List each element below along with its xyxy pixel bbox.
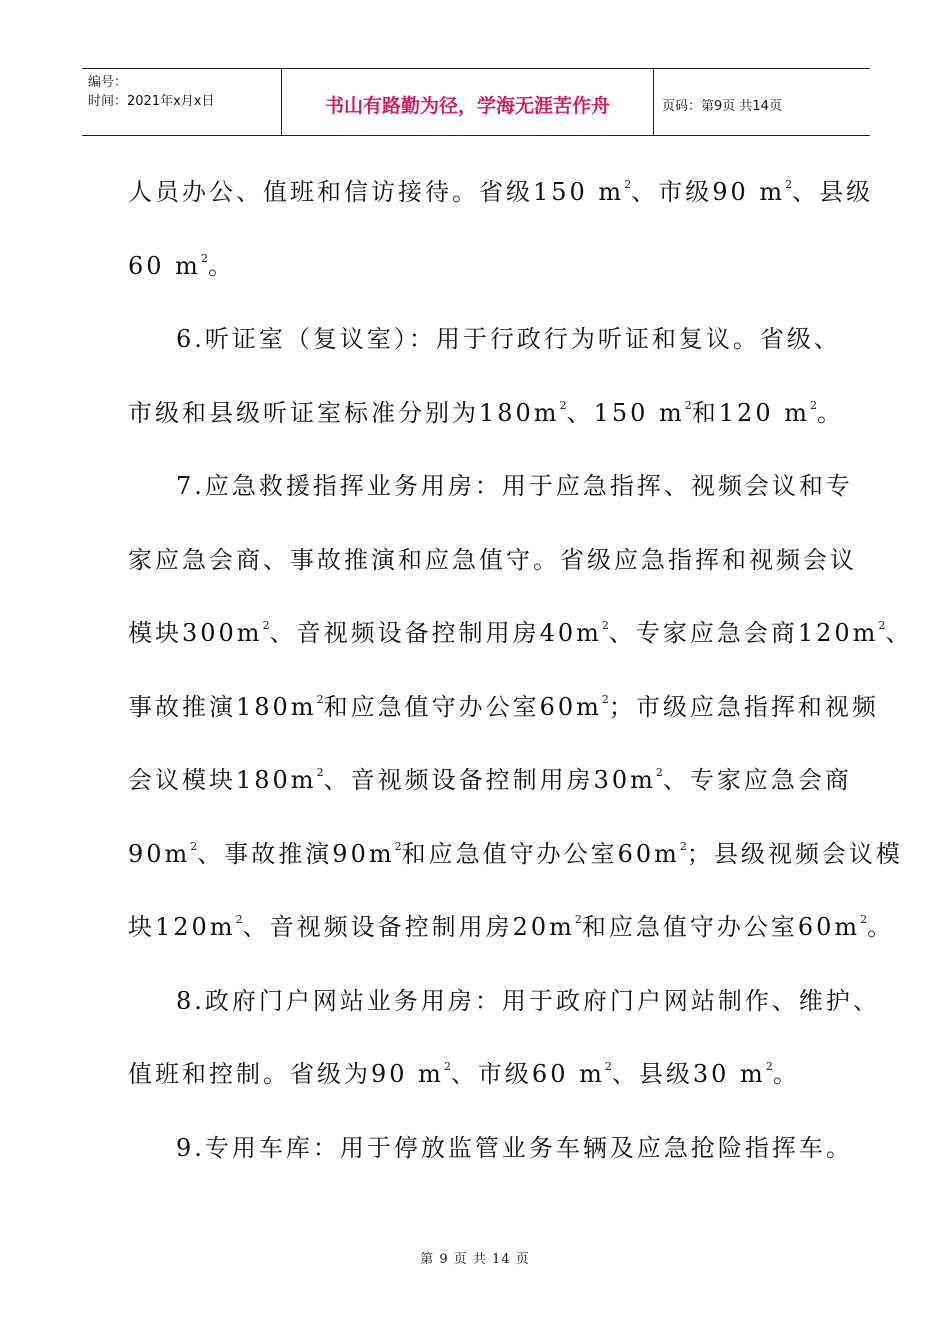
text-line: 市级和县级听证室标准分别为$180m^2$、150 $m^2$和120 $m^2$。 xyxy=(128,398,844,427)
text-line: 9.专用车库：用于停放监管业务车辆及应急抢险指挥车。 xyxy=(176,1133,853,1162)
text-line: 7.应急救援指挥业务用房：用于应急指挥、视频会议和专 xyxy=(176,472,853,500)
text-line: 60 $m^2$。 xyxy=(128,251,235,280)
text-line: 模块$300m^2$、音视频设备控制用房$40m^2$、专家应急会商$120m^2$、 xyxy=(128,619,913,647)
header-motto: 书山有路勤为径，学海无涯苦作舟 xyxy=(282,69,654,135)
header-page-info: 页码：第9页 共14页 xyxy=(662,98,782,114)
document-body xyxy=(128,156,913,1185)
text-line: 块$120m^2$、音视频设备控制用房$20m^2$和应急值守办公室$60m^2$。 xyxy=(128,913,895,941)
text-line: 人员办公、值班和信访接待。省级150 $m^2$、市级90 $m^2$、县级 xyxy=(128,178,874,206)
text-line: 8.政府门户网站业务用房：用于政府门户网站制作、维护、 xyxy=(176,986,880,1015)
text-line: 值班和控制。省级为90 $m^2$、市级60 $m^2$、县级30 $m^2$。 xyxy=(128,1060,800,1088)
text-line: 6.听证室（复议室）：用于行政行为听证和复议。省级、 xyxy=(176,325,841,353)
text-line: $90m^2$、事故推演$90m^2$和应急值守办公室$60m^2$；县级视频会议模 xyxy=(128,839,903,868)
text-line: 家应急会商、事故推演和应急值守。省级应急指挥和视频会议 xyxy=(128,545,857,574)
page-footer: 第 9 页 共 14 页 xyxy=(420,1252,530,1267)
text-line: 事故推演$180m^2$和应急值守办公室$60m^2$；市级应急指挥和视频 xyxy=(128,692,879,721)
header-meta xyxy=(82,69,282,135)
number-label: 编号： xyxy=(88,75,128,90)
page-header xyxy=(82,68,870,136)
date-label: 时间：2021年x月x日 xyxy=(88,94,215,109)
text-line: 会议模块$180m^2$、音视频设备控制用房$30m^2$、专家应急会商 xyxy=(128,766,852,794)
